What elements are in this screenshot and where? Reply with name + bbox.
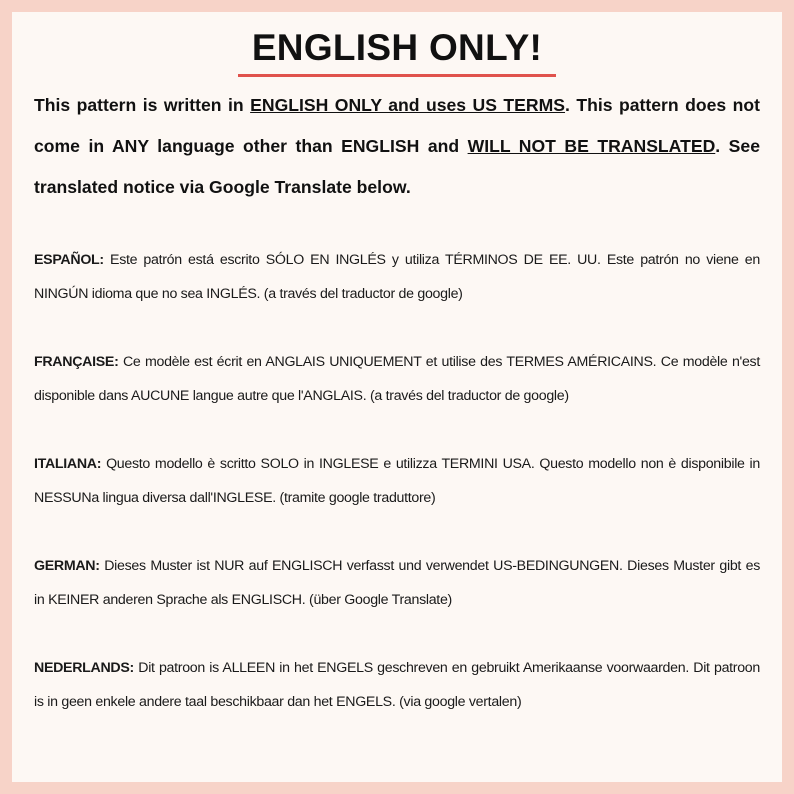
notice-label: ITALIANA: [34, 456, 102, 473]
title-underline [238, 74, 556, 77]
intro-text-3: . See translated notice via Google Translate below. [34, 136, 760, 198]
notice-label: GERMAN: [34, 558, 100, 575]
page-title: ENGLISH ONLY! [251, 27, 543, 68]
intro-text-1: This pattern is written in [34, 95, 251, 116]
notice-german [34, 549, 760, 617]
notice-dutch [34, 651, 760, 719]
notice-italian [34, 447, 760, 515]
notice-text: Este patrón está escrito SÓLO EN INGLÉS y utiliza TÉRMINOS DE EE. UU. Este patrón no viene en NINGÚN idioma que no sea INGLÉS. (a través del traductor de google) [34, 252, 760, 303]
english-only-statement [34, 85, 760, 208]
notice-panel [12, 12, 782, 782]
notice-label: NEDERLANDS: [34, 660, 134, 677]
notice-text: Questo modello è scritto SOLO in INGLESE e utilizza TERMINI USA. Questo modello non è disponibile in NESSUNa lingua diversa dall'INGLESE. (tramite google traduttore) [34, 456, 760, 507]
notice-text: Dit patroon is ALLEEN in het ENGELS geschreven en gebruikt Amerikaanse voorwaarden. Dit patroon is in geen enkele andere taal beschikbaar dan het ENGELS. (via google vertalen) [34, 660, 760, 711]
notice-spanish [34, 243, 760, 311]
notice-french [34, 345, 760, 413]
intro-emphasis-us-terms: ENGLISH ONLY and uses US TERMS [250, 95, 566, 116]
notice-text: Dieses Muster ist NUR auf ENGLISCH verfasst und verwendet US-BEDINGUNGEN. Dieses Muster gibt es in KEINER anderen Sprache als ENGLISCH. (über Google Translate) [34, 558, 760, 609]
intro-emphasis-not-translated: WILL NOT BE TRANSLATED [467, 136, 716, 157]
intro-text-2: . This pattern does not come in ANY language other than ENGLISH and [34, 95, 760, 157]
notice-text: Ce modèle est écrit en ANGLAIS UNIQUEMENT et utilise des TERMES AMÉRICAINS. Ce modèle n'est disponible dans AUCUNE langue autre que l'ANGLAIS. (a través del traductor de google) [34, 354, 760, 405]
notice-label: ESPAÑOL: [34, 252, 104, 269]
notice-label: FRANÇAISE: [34, 354, 119, 371]
